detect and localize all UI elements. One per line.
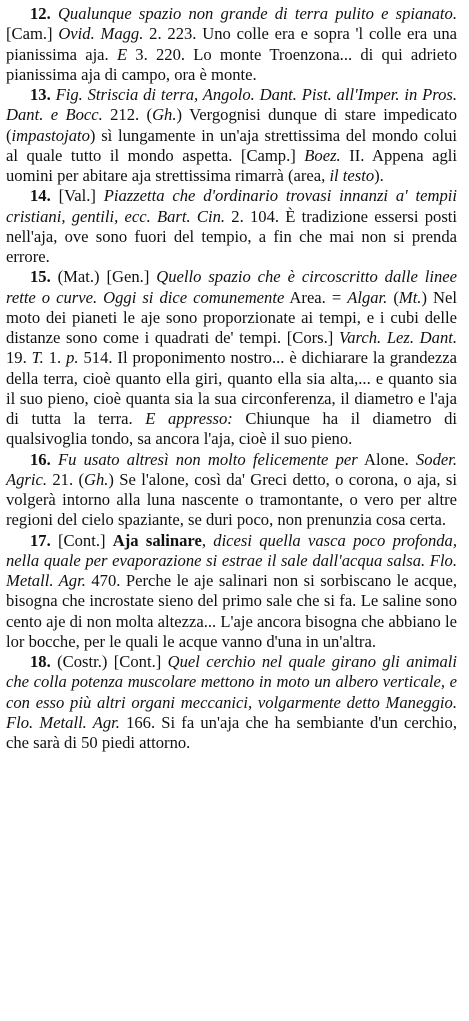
entry-18 (6, 652, 457, 753)
italic-text: Quel cerchio nel quale girano gli animali che colla potenza muscolare mettono in moto un albero verticale, e con esso più altri organi meccanici, volgarmente detto Maneggio. Flo. Metall. Agr. (6, 652, 457, 732)
body-text: Chiunque ha il diametro di qualsivoglia tondo, sa ancora l'aja, cioè il suo pieno. (6, 409, 458, 449)
body-text: 19. (6, 348, 32, 368)
body-text: 212. ( (102, 105, 153, 125)
entry-number: 17. (30, 530, 51, 550)
italic-text: Varch. Lez. Dant. (338, 328, 458, 347)
body-text (51, 4, 58, 23)
body-text: ) Vergognisi dunque di stare impedicato ( (6, 105, 457, 145)
body-text: [Cam.] (6, 24, 59, 44)
italic-text: T. (31, 348, 44, 368)
italic-text: dicesi quella vasca poco profonda, nella quale per evaporazione si estrae il sale dall'acqua salsa. Flo. Metall. Agr. (6, 530, 457, 590)
body-text: 166. Si fa un'aja che ha sembiante d'un cerchio, che sarà di 50 piedi attorno. (6, 712, 457, 752)
italic-text: Quello spazio che è circoscritto dalle linee rette o curve. Oggi si dice comunemente (6, 267, 457, 307)
body-text: 470. Perche le aje salinari non si sorbiscano le acque, bisogna che incrostate sieno del primo sale che si fa. Le saline sono cento aje di non molta altezza... L'aje ancora bisogna che abbiano le lor bocche, per le quali le acque vanno d'una in un'altra. (6, 571, 457, 651)
body-text: (Mat.) [Gen.] (50, 267, 157, 287)
body-text: 514. Il proponimento nostro... è dichiarare la grandezza della terra, cioè quanto ella giri, quanto ella sia alta,... e quanto sia il suo pieno, cioè quanta sia la sua circonferenza, il diametro e l'aja di tutta la terra. (6, 348, 457, 428)
italic-text: Piazzetta che d'ordinario trovasi innanzi a' tempii cristiani, gentili, ecc. Bart. Cin. (6, 186, 457, 226)
italic-text: Fu usato altresì non molto felicemente per (57, 449, 358, 469)
italic-text: Fig. Striscia di terra, Angolo. Dant. Pist. all'Imper. in Pros. Dant. e Bocc. (6, 85, 457, 125)
entry-15 (6, 267, 457, 449)
entry-number: 13. (30, 85, 51, 104)
body-text: Area. = (284, 287, 348, 307)
body-text: 3. 220. Lo monte Troenzona... di qui adrieto pianissima aja di campo, ora è monte. (6, 44, 457, 84)
body-text: 2. 223. Uno colle era e sopra 'l colle era una pianissima aja. (6, 24, 457, 64)
entry-number: 12. (30, 4, 51, 23)
italic-text: Boez. (304, 145, 341, 165)
body-text: 1. (43, 348, 67, 368)
italic-text: impastojato (11, 125, 90, 145)
italic-text: Gh. (152, 105, 177, 125)
body-text: ) Se l'alone, così da' Greci detto, o corona, o aja, si volgerà intorno alla luna nascente o tramontante, o vero per altre regioni del cielo spaziante, se duri poco, non prenunzia cosa certa. (6, 469, 457, 530)
italic-text: p. (66, 348, 79, 368)
body-text: 21. ( (47, 469, 84, 489)
italic-text: Ovid. Magg. (58, 24, 144, 44)
body-text: 2. 104. È tradizione essersi posti nell'aja, ove sono fuori del tempio, a fin che mai non si prenda errore. (6, 206, 457, 266)
italic-text: E appresso: (145, 409, 233, 428)
entry-number: 16. (30, 449, 51, 469)
body-text: , (201, 530, 214, 550)
entry-number: 14. (30, 186, 51, 206)
body-text: ( (387, 287, 399, 307)
entry-17 (6, 531, 457, 653)
body-text: ) sì lungamente in un'aja strettissima del mondo colui al quale tutto il mondo aspetta. [Camp.] (6, 125, 457, 165)
body-text: ). (374, 166, 384, 185)
italic-text: Mt. (398, 287, 422, 307)
italic-text: il testo (329, 166, 375, 185)
entry-number: 15. (30, 267, 51, 287)
italic-text: Gh. (83, 469, 109, 489)
italic-text: Algar. (347, 287, 388, 307)
body-text: [Val.] (50, 186, 104, 206)
italic-text: Qualunque spazio non grande di terra pulito e spianato. (57, 4, 457, 23)
body-text: [Cont.] (50, 530, 113, 550)
entry-13 (6, 85, 457, 186)
entry-16 (6, 450, 457, 531)
entry-14 (6, 186, 457, 267)
body-text (51, 450, 58, 469)
italic-text: E (116, 44, 128, 64)
headword-text: Aja salinare (112, 530, 202, 550)
body-text: II. Appena agli uomini per abitare aja strettissima rimarrà (area, (6, 145, 458, 185)
body-text: Alone. (357, 449, 416, 469)
body-text: ) Nel moto dei pianeti le aje sono proporzionate ai tempi, e i cubi delle distanze sono come i quadrati de' tempi. [Cors.] (6, 287, 457, 347)
entry-12 (6, 4, 457, 85)
entry-number: 18. (30, 652, 51, 671)
body-text: (Costr.) [Cont.] (50, 652, 168, 671)
italic-text: Soder. Agric. (6, 449, 457, 489)
